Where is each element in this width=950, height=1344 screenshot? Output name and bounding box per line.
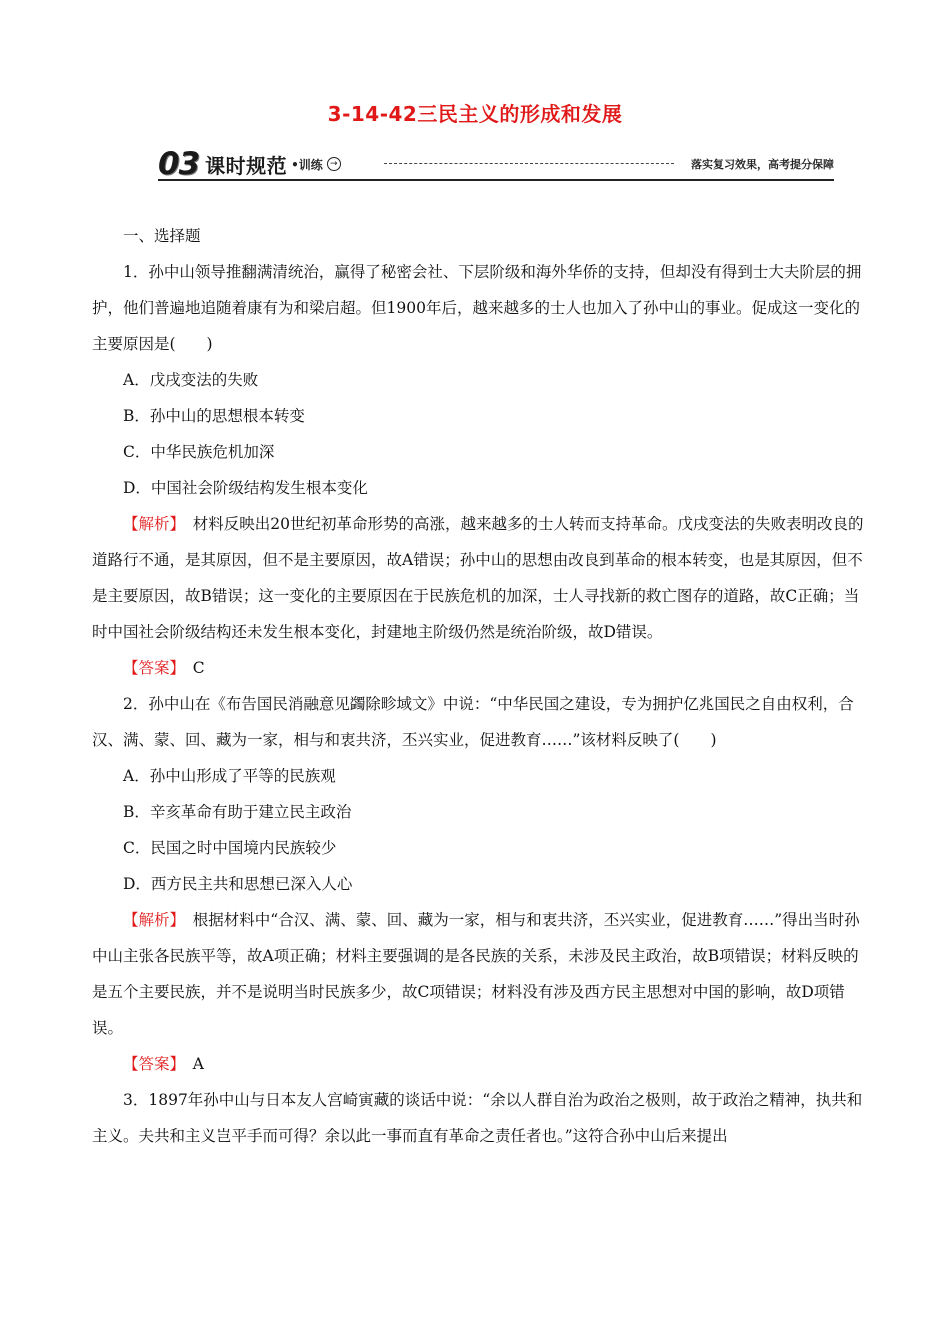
answer-label: 【答案】 bbox=[123, 659, 178, 677]
question-1-option-a: A．戊戌变法的失败 bbox=[123, 371, 259, 389]
question-2-option-b: B．辛亥革命有助于建立民主政治 bbox=[123, 803, 352, 821]
question-1-option-b: B．孙中山的思想根本转变 bbox=[123, 407, 305, 425]
banner-subtitle: •训练 bbox=[291, 157, 323, 172]
answer-value: A bbox=[192, 1055, 204, 1073]
answer-value: C bbox=[192, 659, 205, 677]
question-1-stem: 1．孙中山领导推翻满清统治，赢得了秘密会社、下层阶级和海外华侨的支持，但却没有得到士大夫阶层的拥护，他们普遍地追随着康有为和梁启超。但1900年后，越来越多的士人也加入了孙中山的事业。促成这一变化的主要原因是( ) bbox=[92, 263, 862, 353]
banner-underline bbox=[158, 179, 834, 181]
banner-dashed-line bbox=[384, 163, 674, 164]
question-2-analysis bbox=[92, 902, 864, 1046]
section-heading: 一、选择题 bbox=[123, 227, 201, 245]
banner-number: 03 bbox=[158, 146, 200, 182]
question-2-option-d: D．西方民主共和思想已深入人心 bbox=[123, 875, 353, 893]
banner-title: 课时规范 bbox=[205, 153, 288, 178]
question-1-option-d: D．中国社会阶级结构发生根本变化 bbox=[123, 479, 368, 497]
document-title: 3-14-42三民主义的形成和发展 bbox=[327, 102, 623, 126]
banner-left bbox=[158, 146, 341, 182]
question-1-answer bbox=[92, 650, 864, 686]
analysis-label: 【解析】 bbox=[123, 515, 178, 533]
answer-label: 【答案】 bbox=[123, 1055, 178, 1073]
question-2-option-a: A．孙中山形成了平等的民族观 bbox=[123, 767, 336, 785]
question-2-answer bbox=[92, 1046, 864, 1082]
question-1-option-c: C．中华民族危机加深 bbox=[123, 443, 275, 461]
question-2-stem: 2．孙中山在《布告国民消融意见蠲除畛域文》中说：“中华民国之建设，专为拥护亿兆国民之自由权利，合汉、满、蒙、回、藏为一家，相与和衷共济，丕兴实业，促进教育……”该材料反映了( ) bbox=[92, 695, 854, 749]
question-2-option-c: C．民国之时中国境内民族较少 bbox=[123, 839, 337, 857]
analysis-text: 材料反映出20世纪初革命形势的高涨，越来越多的士人转而支持革命。戊戌变法的失败表明改良的道路行不通，是其原因，但不是主要原因，故A错误；孙中山的思想由改良到革命的根本转变，也是其原因，但不是主要原因，故B错误；这一变化的主要原因在于民族危机的加深，士人寻找新的救亡图存的道路，故C正确；当时中国社会阶级结构还未发生根本变化，封建地主阶级仍然是统治阶级，故D错误。 bbox=[92, 515, 864, 641]
analysis-label: 【解析】 bbox=[123, 911, 178, 929]
section-banner bbox=[158, 146, 834, 182]
banner-slogan: 落实复习效果，高考提分保障 bbox=[691, 158, 834, 171]
question-3-stem: 3．1897年孙中山与日本友人宫崎寅藏的谈话中说：“余以人群自治为政治之极则，故于政治之精神，执共和主义。夫共和主义岂平手而可得？余以此一事而直有革命之责任者也。”这符合孙中山后来提出 bbox=[92, 1091, 863, 1145]
arrow-circle-icon: → bbox=[327, 157, 341, 171]
question-1-analysis bbox=[92, 506, 864, 650]
analysis-text: 根据材料中“合汉、满、蒙、回、藏为一家，相与和衷共济，丕兴实业，促进教育……”得出当时孙中山主张各民族平等，故A项正确；材料主要强调的是各民族的关系，未涉及民主政治，故B项错误；材料反映的是五个主要民族，并不是说明当时民族多少，故C项错误；材料没有涉及西方民主思想对中国的影响，故D项错误。 bbox=[92, 911, 860, 1037]
content-body bbox=[92, 218, 864, 1154]
